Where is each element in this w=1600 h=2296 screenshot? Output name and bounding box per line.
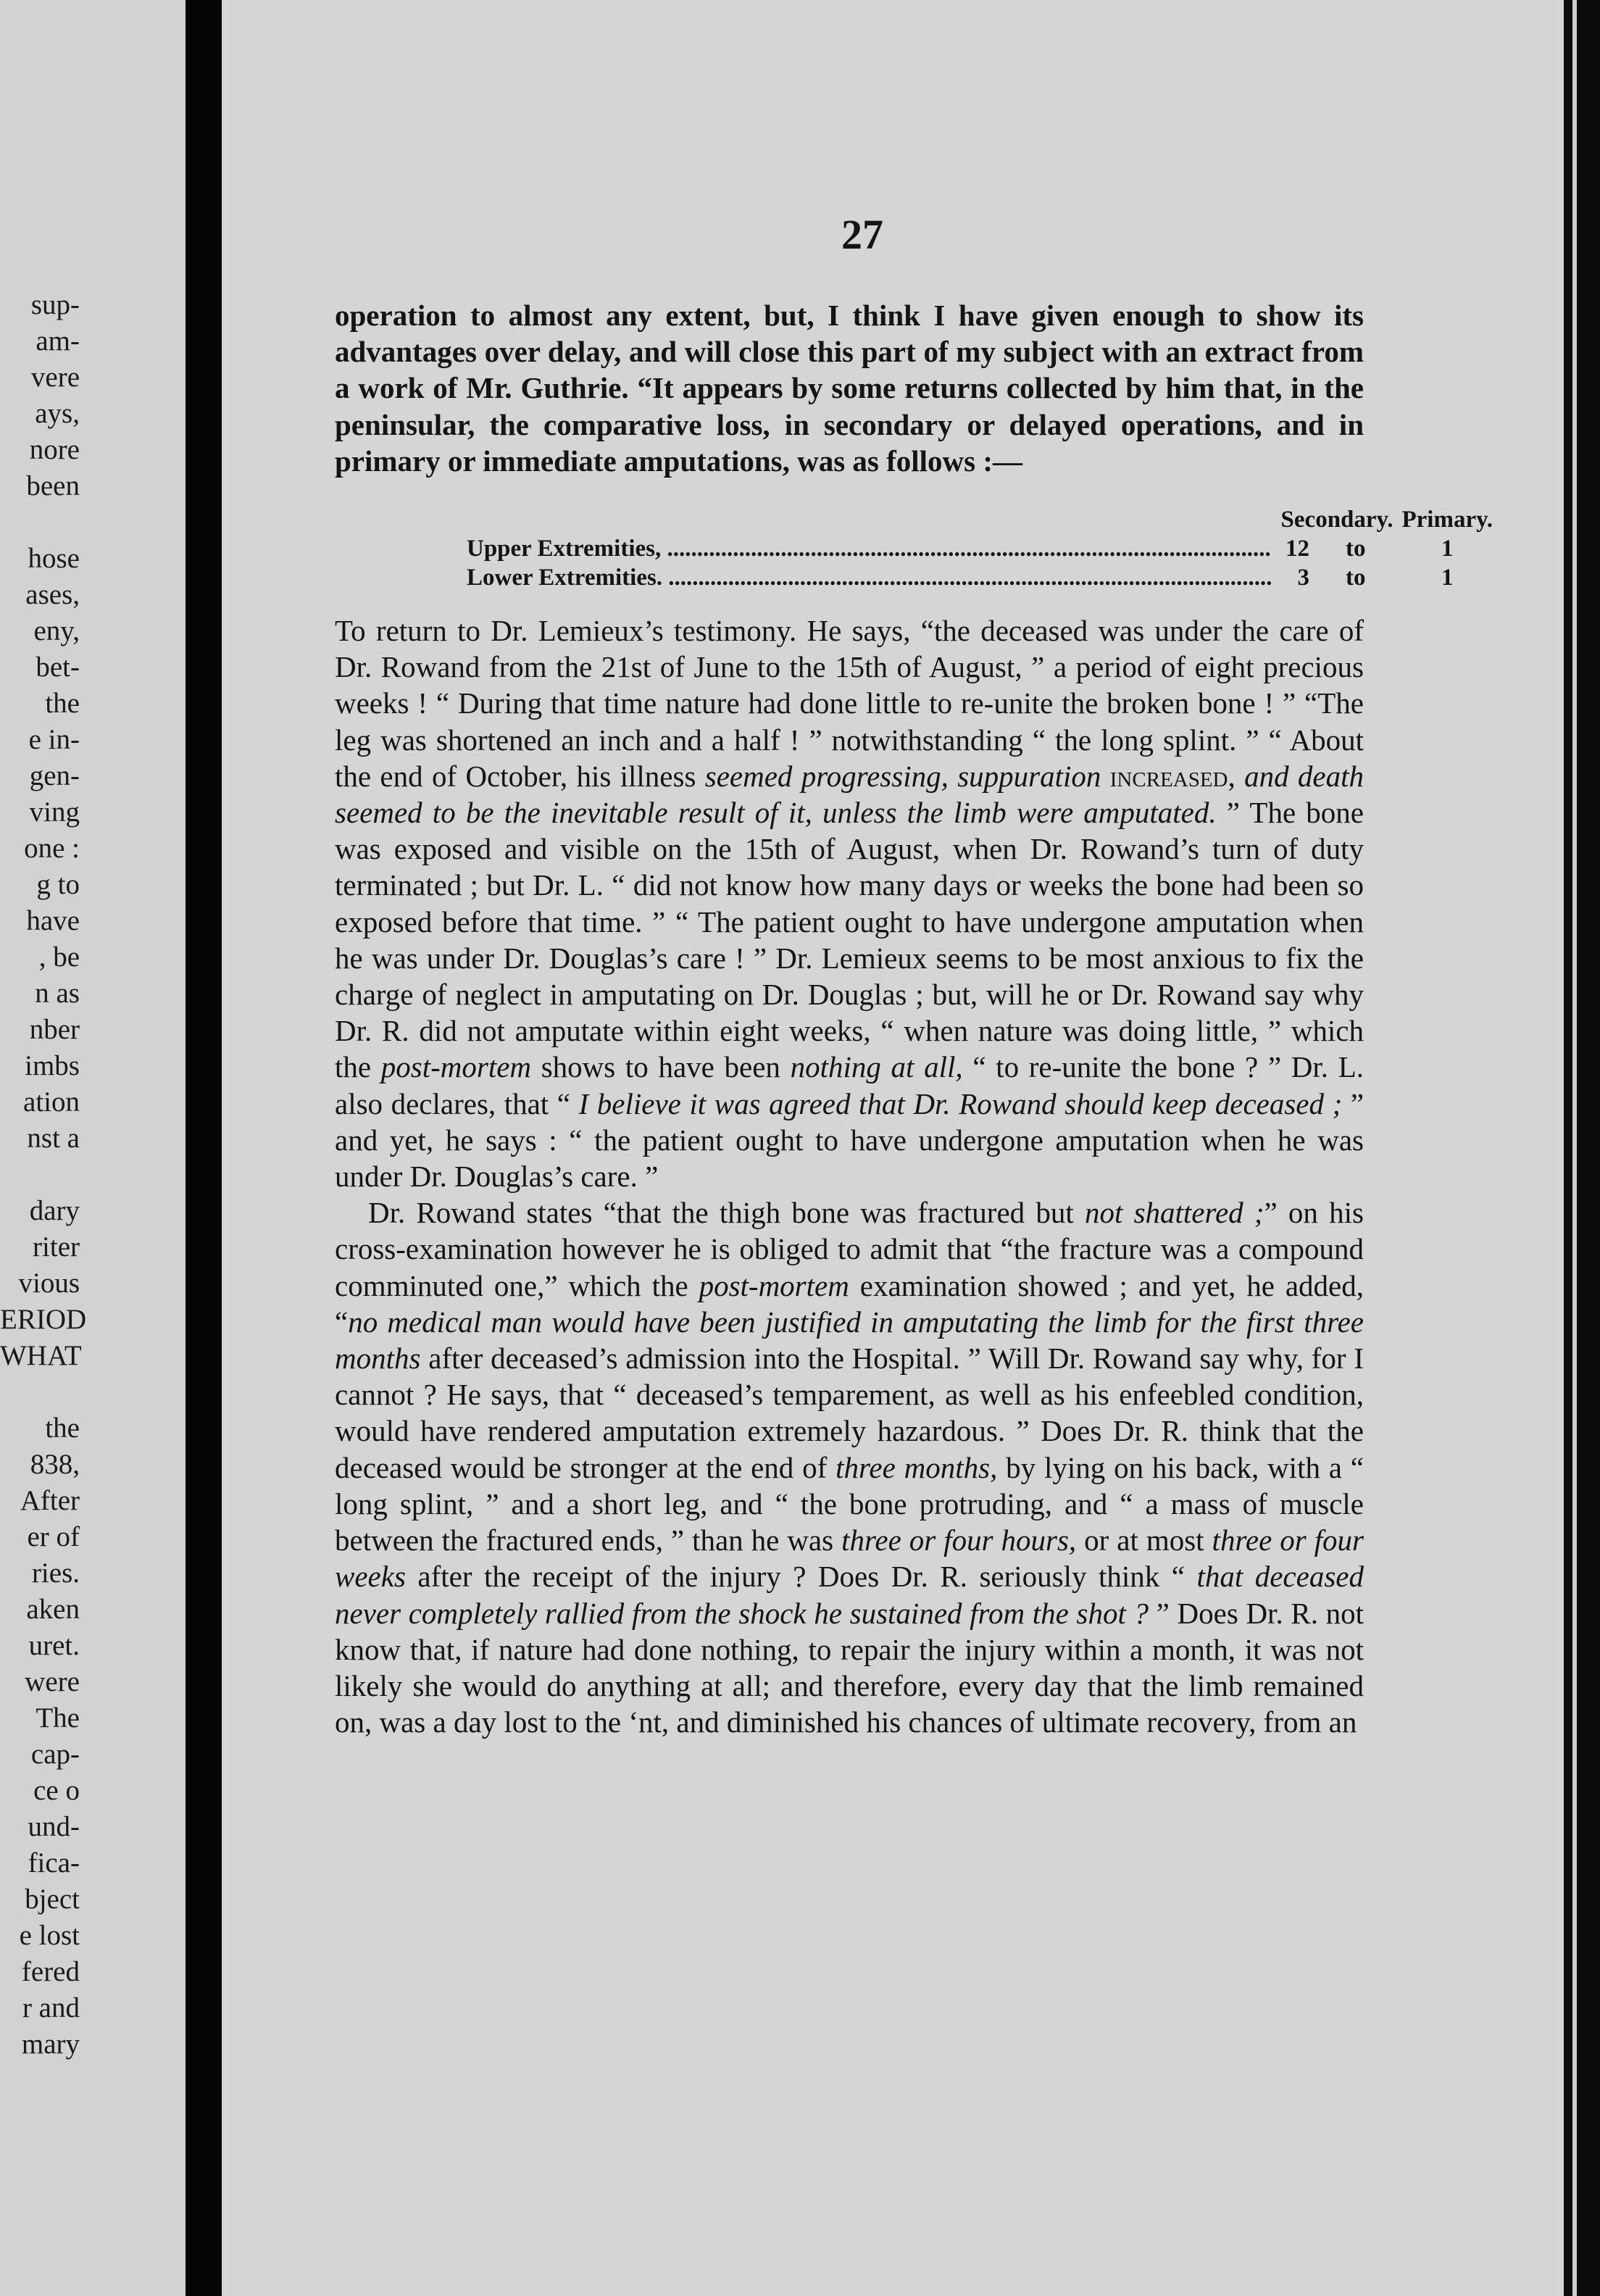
previous-page-text-fragments: [0, 287, 87, 2063]
row-to: to: [1345, 536, 1366, 562]
italic-run: not shattered ;: [1084, 1196, 1264, 1230]
text-run: shows to have been: [531, 1050, 791, 1084]
italic-run: nothing at all,: [790, 1050, 963, 1084]
book-gutter: [186, 0, 222, 2296]
text-run: ” on his cross-examination however he is obliged to admit that “the fracture was a compound comminuted one,” which the: [335, 1196, 1364, 1302]
previous-page-fragment: nore: [29, 434, 80, 465]
body-text: [335, 297, 1493, 1740]
text-run: ” The bone was exposed and visible on the 15th of August, when Dr. Rowand’s turn of duty terminated ; but Dr. L. “ did not know how many days or weeks the bone had been so exposed before that time. ” “ The patient ought to have undergone amputation when he was under Dr. Douglas’s care ! ” Dr. Lemieux seems to be most anxious to fix the charge of neglect in amputating on Dr. Douglas ; but, will he or Dr. Rowand say why Dr. R. did not amputate within eight weeks, “ when nature was doing little, ” which the: [335, 796, 1364, 1084]
italic-run: three or four hours,: [841, 1523, 1077, 1557]
previous-page-fragment: hose: [28, 543, 80, 574]
previous-page-fragment: ERIOD: [0, 1304, 87, 1335]
paragraph-intro: operation to almost any extent, but, I think I have given enough to show its advantages over delay, and will close this part of my subject with an extract from a work of Mr. Guthrie. “It appears by some returns collected by him that, in the peninsular, the comparative loss, in secondary or delayed operations, and in primary or immediate amputations, was as follows :—: [335, 299, 1364, 478]
row-label: Upper Extremities, .....: [462, 534, 1277, 563]
previous-page-fragment: been: [26, 470, 80, 502]
previous-page-fragment: e lost: [19, 1920, 80, 1951]
row-label: Lower Extremities. .....: [462, 563, 1277, 592]
italic-run: that deceased never completely rallied from the shock he sustained from the shot ?: [335, 1560, 1364, 1630]
row-secondary: 3: [1297, 565, 1309, 591]
previous-page-fragment: [0, 1374, 80, 1410]
row-secondary: 12: [1285, 536, 1309, 562]
previous-page-fragment: one :: [24, 833, 80, 864]
previous-page-fragment: vere: [30, 362, 80, 393]
previous-page-fragment: cap-: [30, 1739, 80, 1770]
previous-page-fragment: [0, 1157, 80, 1193]
previous-page-fragment: ce o: [33, 1775, 80, 1806]
previous-page-fragment: gen-: [29, 760, 80, 791]
previous-page-fragment: bet-: [36, 652, 80, 683]
text-run: after deceased’s admission into the Hospital. ” Will Dr. Rowand say why, for I cannot ? He says, that “ deceased’s temparement, as well as his enfeebled condition, would have rendered amputation extremely hazardous. ” Does Dr. R. think that the deceased would be stronger at the end of: [335, 1342, 1364, 1484]
previous-page-fragment: imbs: [25, 1050, 80, 1081]
smallcaps-run: increased: [1109, 759, 1228, 793]
previous-page-fragment: The: [36, 1702, 80, 1734]
italic-run: no medical man would have been justified in amputating the limb for the first three months: [335, 1305, 1364, 1376]
page-edge-right: [1564, 0, 1600, 2296]
previous-page-fragment: WHAT: [0, 1340, 82, 1371]
row-to: to: [1345, 565, 1366, 591]
italic-run: post-mortem: [699, 1268, 849, 1302]
previous-page-fragment: After: [20, 1485, 80, 1516]
italic-run: post-mortem: [380, 1050, 532, 1084]
previous-page-fragment: nst a: [27, 1123, 80, 1154]
previous-page-fragment: riter: [33, 1231, 80, 1263]
previous-page-fragment: und-: [28, 1811, 80, 1842]
previous-page-fragment: 838,: [30, 1449, 80, 1480]
previous-page-fragment: bject: [25, 1884, 80, 1915]
previous-page-fragment: am-: [36, 325, 80, 357]
paragraph-rowand: [335, 1194, 1364, 1740]
table-row: [462, 563, 1497, 592]
italic-run: seemed progressing, suppuration: [704, 759, 1101, 793]
previous-page-fragment: r and: [22, 1992, 80, 2023]
table-row: [462, 534, 1497, 563]
previous-page-edge: [0, 0, 186, 2296]
text-run: To return to Dr. Lemieux’s testimony. He says, “the deceased was under the care of Dr. Rowand from the 21st of June to the 15th of August, ” a period of eight precious weeks ! “ During that time nature had done little to re-unite the broken bone ! ” “The leg was shortened an inch and a half ! ” notwithstanding “ the long splint. ” “ About the end of October, his illness: [335, 614, 1364, 793]
previous-page-fragment: ation: [23, 1086, 80, 1118]
previous-page-fragment: n as: [35, 978, 80, 1009]
text-run: after the receipt of the injury ? Does Dr. R. seriously think “: [405, 1560, 1197, 1594]
previous-page-fragment: the: [45, 688, 80, 719]
paragraph-lemieux: [335, 612, 1364, 1194]
previous-page-fragment: fica-: [28, 1847, 80, 1879]
italic-run: and death seemed to be the inevitable result of it, unless the limb were amputated.: [335, 759, 1364, 830]
previous-page-fragment: the: [45, 1413, 80, 1444]
text-run: Dr. Rowand states “that the thigh bone was fractured but: [368, 1196, 1085, 1230]
returns-table: [462, 505, 1497, 592]
previous-page-fragment: mary: [21, 2029, 80, 2060]
italic-run: three months,: [836, 1450, 998, 1484]
previous-page-fragment: ases,: [25, 579, 80, 610]
text-run: or at most: [1076, 1523, 1212, 1557]
text-run: “ to re-unite the bone ? ” Dr. L. also declares, that “: [335, 1050, 1364, 1120]
previous-page-fragment: uret.: [28, 1630, 80, 1661]
previous-page-fragment: [0, 504, 80, 541]
previous-page-fragment: eny,: [33, 615, 80, 646]
text-run: ” Does Dr. R. not know that, if nature had done nothing, to repair the injury within a month, it was not likely she would do anything at all; and therefore, every day that the limb remained on, was a day lost to the ‘nt, and diminished his chances of ultimate recovery, from an: [335, 1596, 1364, 1739]
previous-page-fragment: fered: [21, 1956, 80, 1987]
previous-page-fragment: e in-: [28, 724, 80, 755]
row-primary: 1: [1441, 536, 1454, 562]
header-primary: Primary.: [1401, 507, 1493, 533]
text-run: examination showed ; and yet, he added, “: [335, 1268, 1364, 1339]
previous-page-fragment: er of: [27, 1521, 80, 1552]
previous-page-fragment: aken: [26, 1594, 80, 1625]
page-number: 27: [841, 211, 883, 258]
previous-page-fragment: vious: [18, 1268, 80, 1299]
previous-page-fragment: ving: [29, 796, 80, 828]
previous-page-fragment: g to: [36, 869, 80, 900]
previous-page-fragment: were: [25, 1666, 80, 1697]
previous-page-fragment: nber: [29, 1014, 80, 1045]
previous-page-fragment: ays,: [35, 398, 80, 429]
previous-page-fragment: , be: [38, 941, 80, 973]
returns-table-header: [462, 505, 1497, 534]
italic-run: I believe it was agreed that Dr. Rowand should keep deceased ;: [578, 1086, 1343, 1120]
text-run: ” and yet, he says : “ the patient ought to have undergone amputation when he was under Dr. Douglas’s care. ”: [335, 1086, 1364, 1194]
previous-page-fragment: sup-: [30, 289, 80, 320]
text-run: ,: [1228, 759, 1245, 793]
row-primary: 1: [1441, 565, 1454, 591]
header-secondary: Secondary.: [1280, 507, 1393, 533]
previous-page-fragment: dary: [29, 1195, 80, 1226]
text-run: by lying on his back, with a “ long splint, ” and a short leg, and “ the bone protruding, and “ a mass of muscle between the fractured ends, ” than he was: [335, 1450, 1364, 1557]
italic-run: three or four weeks: [335, 1523, 1364, 1594]
previous-page-fragment: have: [26, 905, 80, 936]
previous-page-fragment: ries.: [31, 1557, 80, 1589]
